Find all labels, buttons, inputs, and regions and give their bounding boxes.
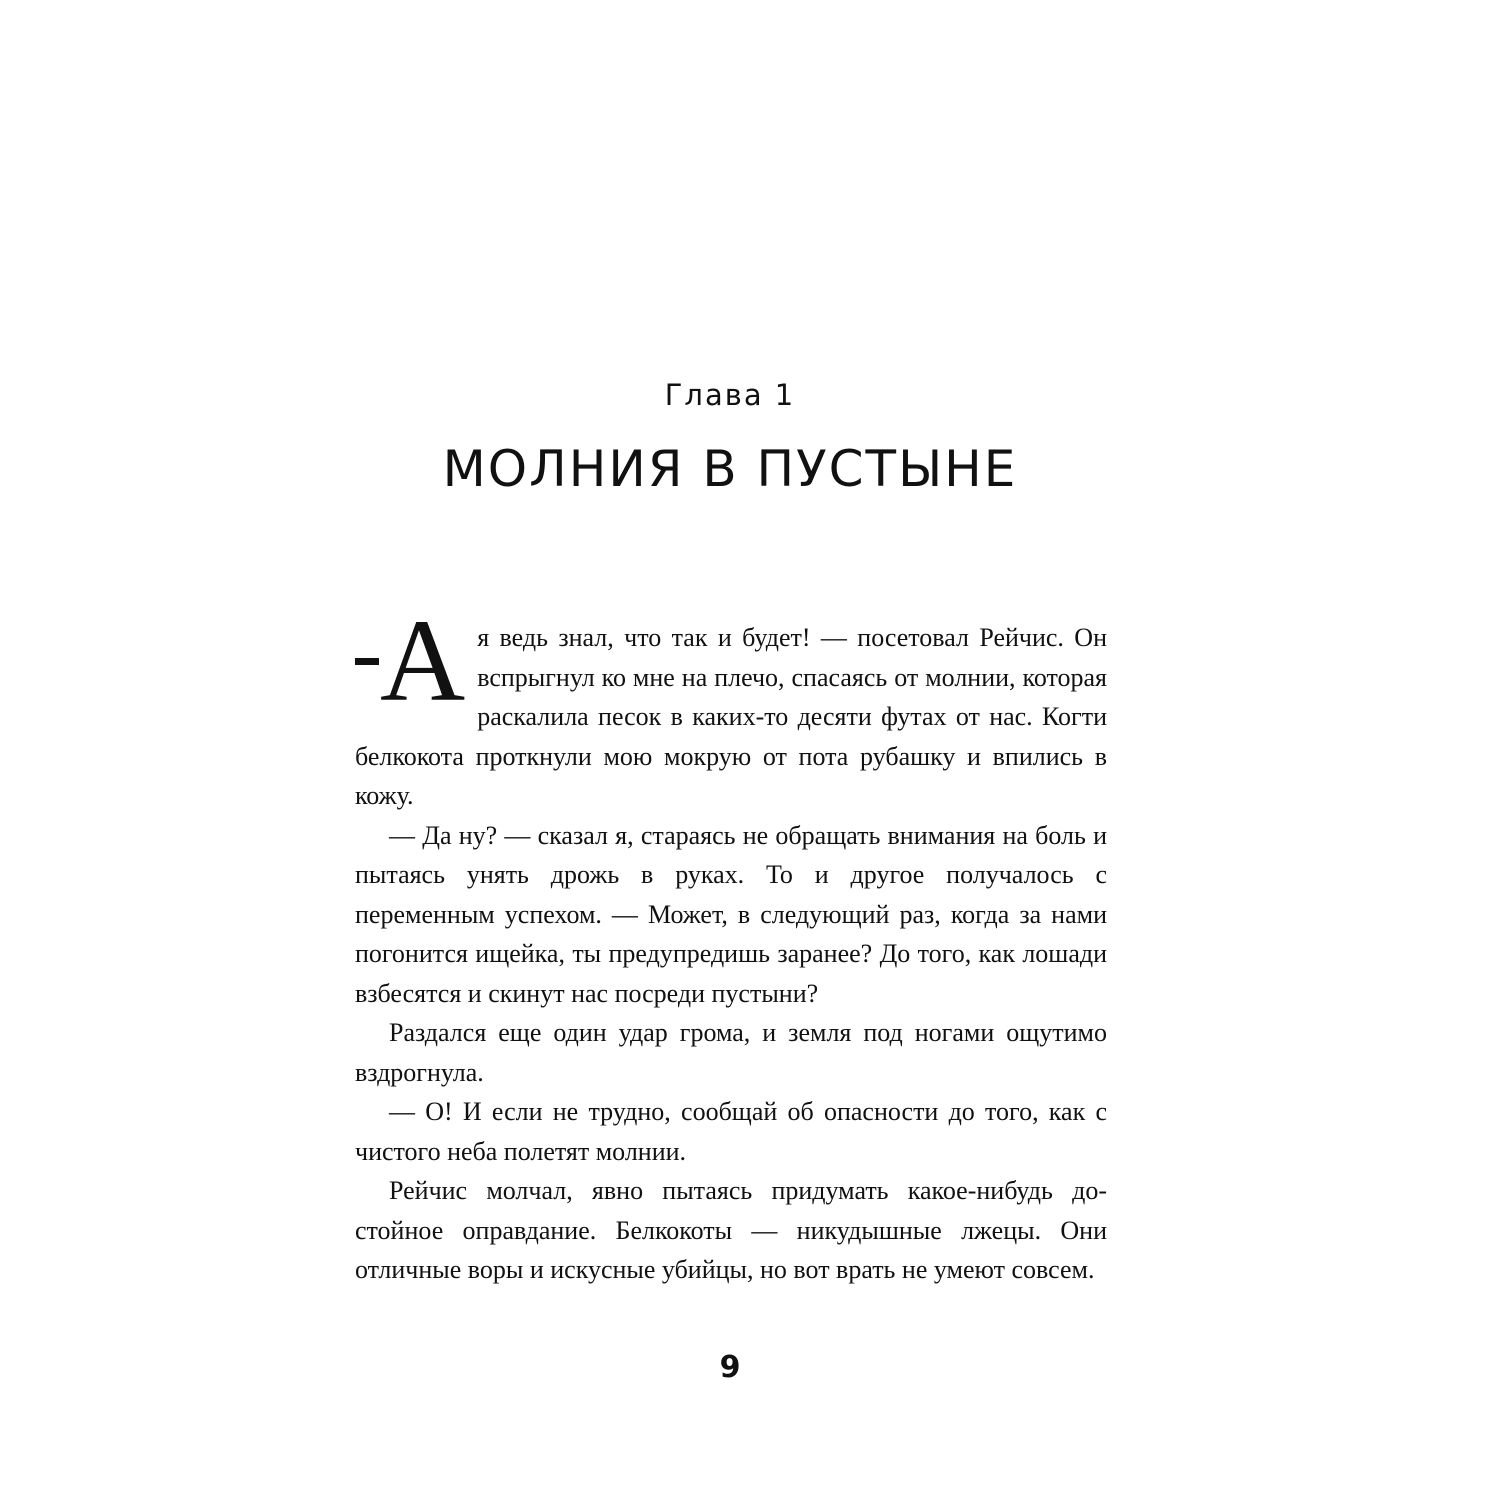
page-number: 9 bbox=[719, 1350, 741, 1385]
drop-cap-group bbox=[355, 595, 466, 726]
drop-cap: А bbox=[380, 595, 466, 726]
chapter-label: Глава 1 bbox=[664, 378, 796, 412]
paragraph-4: — О! И если не трудно, сообщай об опасности до того, как с чистого неба полетят молнии. bbox=[355, 1097, 1107, 1166]
dialogue-dash bbox=[355, 658, 379, 665]
chapter-title: МОЛНИЯ В ПУСТЫНЕ bbox=[442, 440, 1018, 498]
paragraph-3: Раздался еще один удар грома, и земля под ногами ощутимо вздрогнула. bbox=[355, 1018, 1107, 1087]
paragraph-1-text: я ведь знал, что так и будет! — посетовал Рейчис. Он вспрыгнул ко мне на плечо, спасаясь от молнии, которая раскалила песок в каких-то десяти футах от нас. Когти белкокота проткнули мою мокрую от пота рубашку и впились в кожу. bbox=[355, 623, 1107, 810]
paragraph-5: Рейчис молчал, явно пытаясь придумать какое-нибудь достойное оправдание. Белкокоты — никудышные лжецы. Они отличные воры и искусные убийцы, но вот врать не умеют совсем. bbox=[355, 1176, 1107, 1284]
paragraph-1 bbox=[355, 595, 1107, 816]
paragraph-2: — Да ну? — сказал я, стараясь не обращать внимания на боль и пытаясь унять дрожь в руках. То и другое получалось с переменным успехом. — Может, в следующий раз, когда за нами погонится ищейка, ты предупредишь заранее? До того, как лошади взбесятся и скинут нас посреди пустыни? bbox=[355, 820, 1107, 1008]
chapter-text bbox=[355, 595, 1107, 1290]
